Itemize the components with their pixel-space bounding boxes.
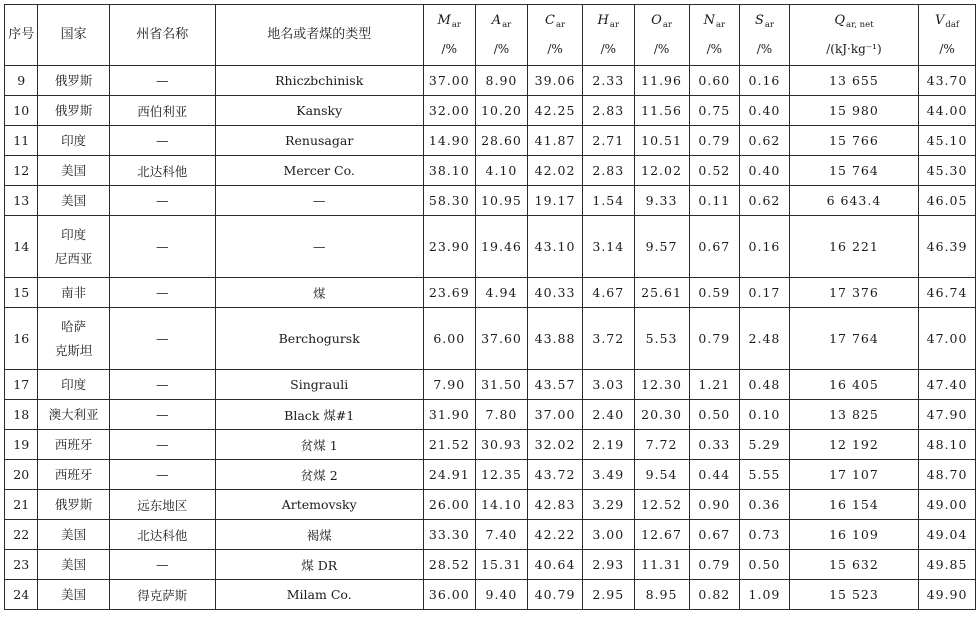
cell-hydrogen: 3.49 [583, 460, 635, 490]
cell-carbon: 42.22 [528, 520, 583, 550]
cell-place: Berchogursk [215, 308, 423, 370]
country-line: 美国 [61, 192, 87, 208]
header-symbol: $H_{ar}$ [597, 13, 620, 30]
cell-place: Singrauli [215, 370, 423, 400]
header-symbol: $N_{ar}$ [703, 13, 726, 30]
cell-volatile-matter: 49.90 [919, 580, 976, 610]
cell-ash: 30.93 [475, 430, 527, 460]
header-unit: /% [653, 42, 670, 56]
cell-oxygen: 11.96 [634, 66, 689, 96]
country-line: 哈萨 [61, 318, 87, 334]
cell-volatile-matter: 47.00 [919, 308, 976, 370]
header-sulfur [740, 5, 790, 66]
cell-volatile-matter: 48.10 [919, 430, 976, 460]
header-unit: /% [547, 42, 563, 56]
header-ash [475, 5, 527, 66]
cell-index: 16 [5, 308, 38, 370]
cell-nitrogen: 0.67 [689, 520, 740, 550]
cell-hydrogen: 3.29 [583, 490, 635, 520]
cell-country [38, 66, 109, 96]
cell-carbon: 42.83 [528, 490, 583, 520]
cell-country [38, 126, 109, 156]
cell-hydrogen: 2.33 [583, 66, 635, 96]
cell-oxygen: 10.51 [634, 126, 689, 156]
cell-province: 得克萨斯 [109, 580, 215, 610]
cell-province: — [109, 460, 215, 490]
table-row [5, 460, 976, 490]
cell-net-calorific-value: 6 643.4 [789, 186, 918, 216]
cell-province: — [109, 308, 215, 370]
cell-country [38, 308, 109, 370]
cell-place: 褐煤 [215, 520, 423, 550]
table-row [5, 96, 976, 126]
cell-index: 14 [5, 216, 38, 278]
table-row [5, 126, 976, 156]
cell-volatile-matter: 43.70 [919, 66, 976, 96]
cell-oxygen: 8.95 [634, 580, 689, 610]
cell-index: 15 [5, 278, 38, 308]
cell-province: — [109, 278, 215, 308]
cell-oxygen: 12.02 [634, 156, 689, 186]
cell-carbon: 43.72 [528, 460, 583, 490]
cell-volatile-matter: 49.00 [919, 490, 976, 520]
cell-moisture: 31.90 [423, 400, 475, 430]
table-row [5, 490, 976, 520]
cell-net-calorific-value: 15 632 [789, 550, 918, 580]
cell-province: — [109, 370, 215, 400]
cell-oxygen: 5.53 [634, 308, 689, 370]
country-line: 南非 [61, 284, 87, 300]
cell-hydrogen: 2.83 [583, 156, 635, 186]
cell-ash: 7.80 [475, 400, 527, 430]
cell-nitrogen: 0.67 [689, 216, 740, 278]
country-line: 印度 [61, 376, 87, 392]
cell-hydrogen: 3.03 [583, 370, 635, 400]
cell-volatile-matter: 44.00 [919, 96, 976, 126]
cell-province: 西伯利亚 [109, 96, 215, 126]
cell-sulfur: 0.50 [740, 550, 790, 580]
cell-carbon: 40.33 [528, 278, 583, 308]
cell-moisture: 23.90 [423, 216, 475, 278]
cell-hydrogen: 1.54 [583, 186, 635, 216]
country-line: 美国 [61, 526, 87, 542]
cell-carbon: 19.17 [528, 186, 583, 216]
cell-net-calorific-value: 13 825 [789, 400, 918, 430]
cell-sulfur: 0.62 [740, 126, 790, 156]
cell-province: — [109, 430, 215, 460]
cell-moisture: 36.00 [423, 580, 475, 610]
table-row [5, 278, 976, 308]
cell-sulfur: 2.48 [740, 308, 790, 370]
cell-sulfur: 0.17 [740, 278, 790, 308]
cell-carbon: 43.88 [528, 308, 583, 370]
table-row [5, 520, 976, 550]
header-symbol: $S_{ar}$ [754, 13, 774, 30]
cell-ash: 19.46 [475, 216, 527, 278]
header-moisture [423, 5, 475, 66]
cell-index: 24 [5, 580, 38, 610]
cell-nitrogen: 0.82 [689, 580, 740, 610]
country-line: 西班牙 [54, 466, 93, 482]
header-symbol: $C_{ar}$ [545, 13, 566, 30]
header-symbol: $M_{ar}$ [437, 13, 461, 30]
coal-properties-table [4, 4, 976, 610]
cell-net-calorific-value: 17 764 [789, 308, 918, 370]
cell-index: 17 [5, 370, 38, 400]
cell-index: 10 [5, 96, 38, 126]
cell-volatile-matter: 48.70 [919, 460, 976, 490]
cell-country [38, 580, 109, 610]
cell-net-calorific-value: 15 764 [789, 156, 918, 186]
cell-volatile-matter: 46.39 [919, 216, 976, 278]
cell-sulfur: 0.73 [740, 520, 790, 550]
cell-ash: 9.40 [475, 580, 527, 610]
table-row [5, 216, 976, 278]
cell-index: 12 [5, 156, 38, 186]
header-hydrogen [583, 5, 635, 66]
cell-moisture: 26.00 [423, 490, 475, 520]
cell-moisture: 7.90 [423, 370, 475, 400]
header-volatile-matter [919, 5, 976, 66]
cell-hydrogen: 2.83 [583, 96, 635, 126]
cell-place: — [215, 216, 423, 278]
country-line: 俄罗斯 [54, 496, 93, 512]
cell-place: Black 煤#1 [215, 400, 423, 430]
header-row [5, 5, 976, 66]
cell-net-calorific-value: 15 980 [789, 96, 918, 126]
header-unit: /% [441, 42, 457, 56]
cell-hydrogen: 3.72 [583, 308, 635, 370]
table-body [5, 66, 976, 610]
cell-net-calorific-value: 16 109 [789, 520, 918, 550]
country-line: 美国 [61, 586, 87, 602]
cell-province: — [109, 186, 215, 216]
table-row [5, 66, 976, 96]
cell-carbon: 42.02 [528, 156, 583, 186]
cell-volatile-matter: 46.05 [919, 186, 976, 216]
cell-carbon: 39.06 [528, 66, 583, 96]
cell-volatile-matter: 47.40 [919, 370, 976, 400]
cell-moisture: 23.69 [423, 278, 475, 308]
cell-nitrogen: 0.79 [689, 550, 740, 580]
cell-country [38, 550, 109, 580]
header-province: 州省名称 [109, 5, 215, 66]
cell-oxygen: 9.57 [634, 216, 689, 278]
cell-hydrogen: 2.71 [583, 126, 635, 156]
cell-ash: 31.50 [475, 370, 527, 400]
cell-sulfur: 0.10 [740, 400, 790, 430]
header-symbol: $O_{ar}$ [651, 13, 672, 30]
country-line: 尼西亚 [54, 250, 93, 266]
cell-oxygen: 25.61 [634, 278, 689, 308]
cell-volatile-matter: 45.30 [919, 156, 976, 186]
cell-ash: 8.90 [475, 66, 527, 96]
cell-index: 22 [5, 520, 38, 550]
cell-province: — [109, 550, 215, 580]
cell-ash: 12.35 [475, 460, 527, 490]
header-symbol: $Q_{ar, net}$ [834, 13, 874, 30]
cell-place: 煤 DR [215, 550, 423, 580]
cell-moisture: 58.30 [423, 186, 475, 216]
table-row [5, 370, 976, 400]
cell-carbon: 41.87 [528, 126, 583, 156]
country-line: 俄罗斯 [54, 72, 93, 88]
cell-net-calorific-value: 17 107 [789, 460, 918, 490]
cell-sulfur: 5.55 [740, 460, 790, 490]
cell-oxygen: 12.30 [634, 370, 689, 400]
cell-carbon: 40.64 [528, 550, 583, 580]
cell-index: 21 [5, 490, 38, 520]
cell-sulfur: 0.16 [740, 66, 790, 96]
cell-hydrogen: 2.19 [583, 430, 635, 460]
cell-nitrogen: 0.52 [689, 156, 740, 186]
cell-index: 18 [5, 400, 38, 430]
cell-carbon: 42.25 [528, 96, 583, 126]
table-row [5, 186, 976, 216]
cell-oxygen: 11.56 [634, 96, 689, 126]
cell-net-calorific-value: 16 221 [789, 216, 918, 278]
cell-moisture: 38.10 [423, 156, 475, 186]
table-row [5, 580, 976, 610]
cell-oxygen: 9.33 [634, 186, 689, 216]
cell-place: 贫煤 1 [215, 430, 423, 460]
header-net-calorific-value [789, 5, 918, 66]
cell-place: Artemovsky [215, 490, 423, 520]
header-nitrogen [689, 5, 740, 66]
header-symbol: $V_{daf}$ [935, 13, 960, 30]
cell-place: Kansky [215, 96, 423, 126]
cell-hydrogen: 4.67 [583, 278, 635, 308]
cell-nitrogen: 0.59 [689, 278, 740, 308]
table-header [5, 5, 976, 66]
cell-index: 11 [5, 126, 38, 156]
cell-country [38, 216, 109, 278]
cell-nitrogen: 0.79 [689, 126, 740, 156]
country-line: 澳大利亚 [48, 406, 99, 422]
cell-nitrogen: 0.11 [689, 186, 740, 216]
cell-ash: 14.10 [475, 490, 527, 520]
country-line: 美国 [61, 162, 87, 178]
cell-moisture: 21.52 [423, 430, 475, 460]
cell-country [38, 490, 109, 520]
cell-sulfur: 0.36 [740, 490, 790, 520]
cell-moisture: 33.30 [423, 520, 475, 550]
cell-ash: 15.31 [475, 550, 527, 580]
cell-volatile-matter: 46.74 [919, 278, 976, 308]
cell-ash: 37.60 [475, 308, 527, 370]
table-row [5, 430, 976, 460]
cell-province: — [109, 66, 215, 96]
cell-nitrogen: 0.75 [689, 96, 740, 126]
cell-oxygen: 9.54 [634, 460, 689, 490]
cell-place: Rhiczbchinisk [215, 66, 423, 96]
cell-nitrogen: 0.50 [689, 400, 740, 430]
cell-sulfur: 0.40 [740, 156, 790, 186]
cell-oxygen: 7.72 [634, 430, 689, 460]
cell-volatile-matter: 45.10 [919, 126, 976, 156]
header-country: 国家 [38, 5, 109, 66]
header-index: 序号 [5, 5, 38, 66]
header-place: 地名或者煤的类型 [215, 5, 423, 66]
header-unit: /% [756, 42, 773, 56]
cell-province: — [109, 400, 215, 430]
cell-index: 13 [5, 186, 38, 216]
cell-hydrogen: 2.95 [583, 580, 635, 610]
country-line: 印度 [61, 226, 87, 242]
cell-place: 贫煤 2 [215, 460, 423, 490]
country-line: 西班牙 [54, 436, 93, 452]
cell-province: 北达科他 [109, 520, 215, 550]
cell-volatile-matter: 47.90 [919, 400, 976, 430]
cell-net-calorific-value: 16 154 [789, 490, 918, 520]
table-row [5, 156, 976, 186]
cell-sulfur: 1.09 [740, 580, 790, 610]
cell-moisture: 24.91 [423, 460, 475, 490]
cell-carbon: 40.79 [528, 580, 583, 610]
cell-hydrogen: 3.14 [583, 216, 635, 278]
cell-country [38, 278, 109, 308]
cell-country [38, 430, 109, 460]
header-oxygen [634, 5, 689, 66]
cell-nitrogen: 0.33 [689, 430, 740, 460]
cell-net-calorific-value: 12 192 [789, 430, 918, 460]
cell-ash: 4.94 [475, 278, 527, 308]
cell-index: 20 [5, 460, 38, 490]
cell-hydrogen: 3.00 [583, 520, 635, 550]
cell-nitrogen: 0.79 [689, 308, 740, 370]
cell-moisture: 6.00 [423, 308, 475, 370]
cell-oxygen: 12.67 [634, 520, 689, 550]
cell-province: — [109, 216, 215, 278]
cell-country [38, 186, 109, 216]
cell-country [38, 400, 109, 430]
cell-moisture: 14.90 [423, 126, 475, 156]
table-row [5, 550, 976, 580]
country-line: 俄罗斯 [54, 102, 93, 118]
cell-moisture: 37.00 [423, 66, 475, 96]
cell-moisture: 32.00 [423, 96, 475, 126]
cell-province: 远东地区 [109, 490, 215, 520]
cell-net-calorific-value: 16 405 [789, 370, 918, 400]
cell-volatile-matter: 49.85 [919, 550, 976, 580]
cell-net-calorific-value: 15 523 [789, 580, 918, 610]
cell-oxygen: 12.52 [634, 490, 689, 520]
cell-country [38, 156, 109, 186]
header-unit: /(kJ·kg⁻¹) [826, 42, 882, 56]
cell-ash: 10.95 [475, 186, 527, 216]
cell-index: 19 [5, 430, 38, 460]
cell-oxygen: 11.31 [634, 550, 689, 580]
cell-index: 23 [5, 550, 38, 580]
cell-hydrogen: 2.93 [583, 550, 635, 580]
cell-sulfur: 0.62 [740, 186, 790, 216]
cell-carbon: 32.02 [528, 430, 583, 460]
cell-net-calorific-value: 17 376 [789, 278, 918, 308]
cell-country [38, 520, 109, 550]
cell-place: — [215, 186, 423, 216]
cell-ash: 28.60 [475, 126, 527, 156]
cell-nitrogen: 0.60 [689, 66, 740, 96]
header-unit: /% [493, 42, 510, 56]
cell-country [38, 96, 109, 126]
cell-province: 北达科他 [109, 156, 215, 186]
cell-sulfur: 0.40 [740, 96, 790, 126]
cell-sulfur: 0.48 [740, 370, 790, 400]
header-unit: /% [939, 42, 955, 56]
cell-nitrogen: 1.21 [689, 370, 740, 400]
cell-sulfur: 5.29 [740, 430, 790, 460]
cell-place: 煤 [215, 278, 423, 308]
cell-place: Mercer Co. [215, 156, 423, 186]
cell-country [38, 460, 109, 490]
cell-sulfur: 0.16 [740, 216, 790, 278]
cell-carbon: 37.00 [528, 400, 583, 430]
header-carbon [528, 5, 583, 66]
table-row [5, 400, 976, 430]
cell-volatile-matter: 49.04 [919, 520, 976, 550]
cell-moisture: 28.52 [423, 550, 475, 580]
cell-hydrogen: 2.40 [583, 400, 635, 430]
cell-ash: 4.10 [475, 156, 527, 186]
header-symbol: $A_{ar}$ [491, 13, 512, 30]
cell-nitrogen: 0.44 [689, 460, 740, 490]
cell-carbon: 43.10 [528, 216, 583, 278]
country-line: 克斯坦 [54, 342, 93, 358]
cell-index: 9 [5, 66, 38, 96]
cell-ash: 7.40 [475, 520, 527, 550]
cell-nitrogen: 0.90 [689, 490, 740, 520]
cell-ash: 10.20 [475, 96, 527, 126]
cell-country [38, 370, 109, 400]
cell-place: Renusagar [215, 126, 423, 156]
cell-oxygen: 20.30 [634, 400, 689, 430]
cell-place: Milam Co. [215, 580, 423, 610]
country-line: 美国 [61, 556, 87, 572]
header-unit: /% [706, 42, 723, 56]
table-row [5, 308, 976, 370]
cell-net-calorific-value: 15 766 [789, 126, 918, 156]
cell-carbon: 43.57 [528, 370, 583, 400]
country-line: 印度 [61, 132, 87, 148]
cell-net-calorific-value: 13 655 [789, 66, 918, 96]
header-unit: /% [600, 42, 617, 56]
coal-properties-table-container [4, 4, 976, 610]
cell-province: — [109, 126, 215, 156]
